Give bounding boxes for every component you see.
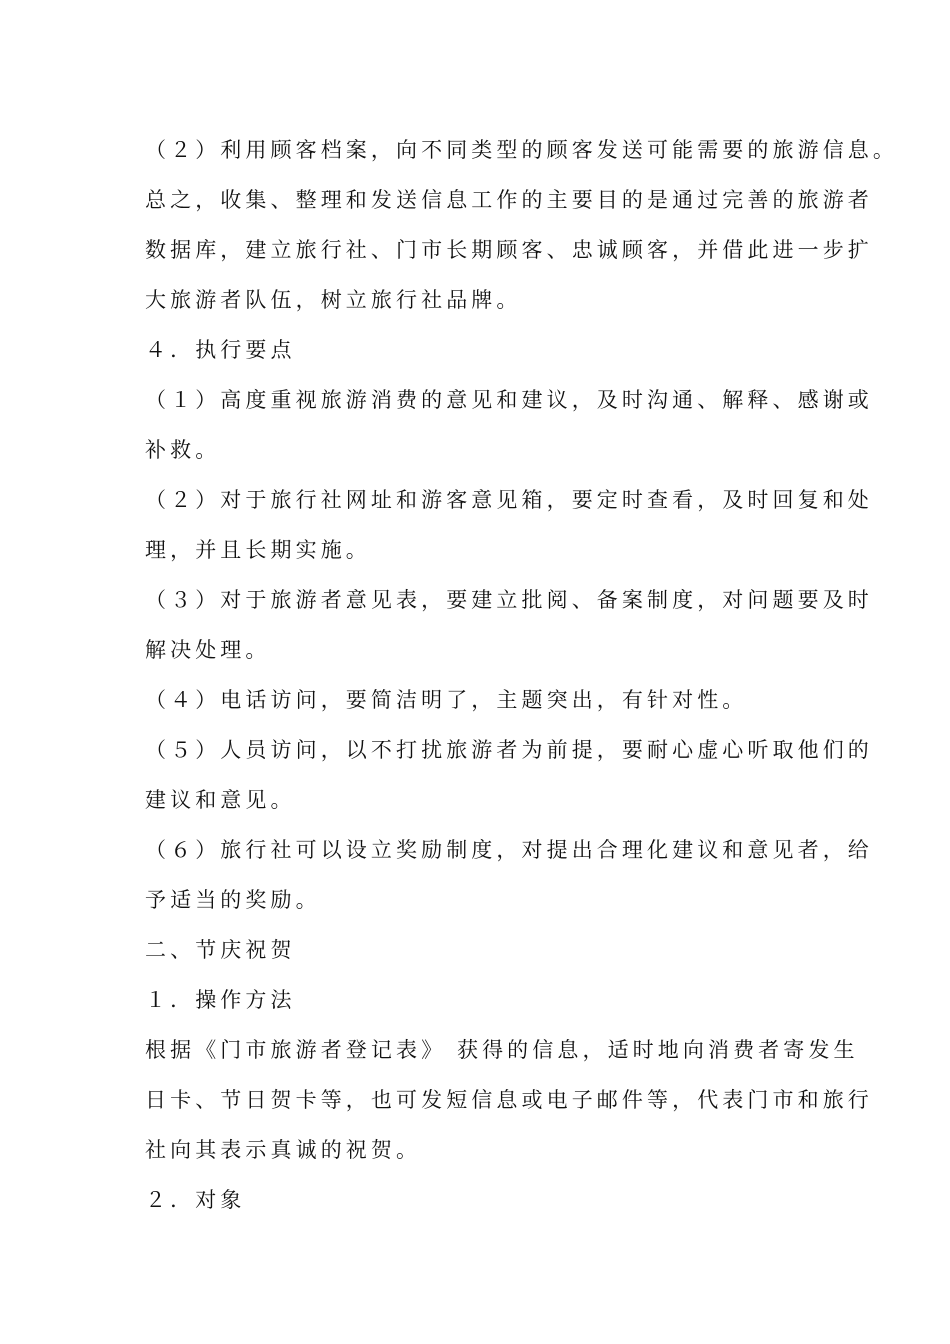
- text-line: （２）利用顾客档案，向不同类型的顾客发送可能需要的旅游信息。: [145, 138, 898, 162]
- text-line: 日卡、节日贺卡等，也可发短信息或电子邮件等，代表门市和旅行: [145, 1088, 873, 1112]
- text-line: （１）高度重视旅游消费的意见和建议，及时沟通、解释、感谢或: [145, 388, 873, 412]
- section-heading: 二、节庆祝贺: [145, 938, 296, 962]
- text-line: （６）旅行社可以设立奖励制度，对提出合理化建议和意见者，给: [145, 838, 873, 862]
- section-heading: ２．对象: [145, 1188, 246, 1212]
- text-line: 补救。: [145, 438, 221, 462]
- text-line: 社向其表示真诚的祝贺。: [145, 1138, 422, 1162]
- text-line: （４）电话访问，要简洁明了，主题突出，有针对性。: [145, 688, 748, 712]
- text-line: （２）对于旅行社网址和游客意见箱，要定时查看，及时回复和处: [145, 488, 873, 512]
- text-line: 予适当的奖励。: [145, 888, 321, 912]
- text-line: 总之，收集、整理和发送信息工作的主要目的是通过完善的旅游者: [145, 188, 873, 212]
- text-line: 理，并且长期实施。: [145, 538, 371, 562]
- text-line: 数据库，建立旅行社、门市长期顾客、忠诚顾客，并借此进一步扩: [145, 238, 873, 262]
- text-line: 大旅游者队伍，树立旅行社品牌。: [145, 288, 522, 312]
- section-heading: １．操作方法: [145, 988, 296, 1012]
- text-line: （５）人员访问，以不打扰旅游者为前提，要耐心虚心听取他们的: [145, 738, 873, 762]
- text-line: （３）对于旅游者意见表，要建立批阅、备案制度，对问题要及时: [145, 588, 873, 612]
- text-line: 建议和意见。: [145, 788, 296, 812]
- text-line: 解决处理。: [145, 638, 271, 662]
- text-line: 根据《门市旅游者登记表》 获得的信息，适时地向消费者寄发生: [145, 1038, 859, 1062]
- section-heading: ４．执行要点: [145, 338, 296, 362]
